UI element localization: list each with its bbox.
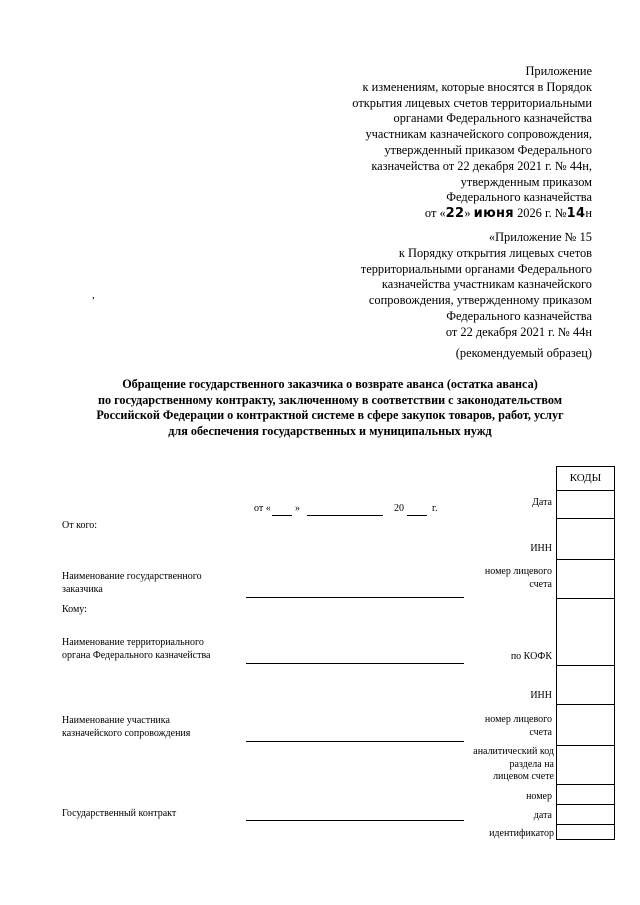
header-line: к изменениям, которые вносятся в Порядок: [362, 79, 592, 94]
header2-line: «Приложение № 15: [488, 230, 592, 244]
title-line: Российской Федерации о контрактной системе в сфере закупок товаров, работ, услуг: [96, 408, 564, 422]
date-year: 2026 г. №: [517, 206, 567, 221]
header2-line: к Порядку открытия лицевых счетов: [398, 245, 592, 260]
contract-number-label: номер: [526, 791, 552, 802]
identifier-label: идентификатор: [489, 828, 554, 839]
account-label-line: номер лицевого: [484, 566, 552, 577]
inn-label: ИНН: [530, 543, 552, 554]
header-line: утвержденный приказом Федерального: [384, 142, 592, 157]
treasury-label: [62, 637, 211, 662]
margin-mark: ,: [92, 289, 95, 301]
customer-label: [62, 571, 202, 596]
header-line: органами Федерального казначейства: [393, 111, 592, 126]
code-cell-number[interactable]: [557, 784, 614, 804]
analytic-label-line: аналитический код: [473, 746, 554, 757]
date-line-year-suffix: г.: [432, 503, 438, 514]
account-label-line: счета: [529, 578, 552, 590]
header2-line: Федерального казначейства: [446, 308, 592, 323]
code-cell-date[interactable]: [557, 490, 614, 518]
account-2-label-line: номер лицевого: [484, 714, 552, 725]
order-date-line: [292, 206, 592, 222]
from-label: От кого:: [62, 520, 98, 531]
header2-line: территориальными органами Федерального: [360, 261, 592, 276]
to-label: Кому:: [62, 604, 87, 615]
analytic-label-line: раздела на: [509, 758, 554, 770]
header2-line: казначейства участникам казначейского: [381, 277, 592, 292]
title-line: для обеспечения государственных и муниципальных нужд: [168, 423, 492, 438]
account-2-label-line: счета: [529, 726, 552, 738]
date-line-year-prefix: 20: [394, 503, 404, 514]
kofk-label: по КОФК: [510, 651, 552, 662]
treasury-label-line: органа Федерального казначейства: [62, 649, 211, 661]
treasury-input-line[interactable]: [246, 663, 464, 664]
customer-input-line[interactable]: [246, 597, 464, 598]
date-mid: »: [464, 206, 471, 221]
contract-date-label: дата: [533, 810, 552, 821]
header2-line: сопровождения, утвержденному приказом: [368, 293, 592, 308]
code-cell-identifier[interactable]: [557, 824, 614, 839]
document-title: [60, 377, 600, 439]
date-line-quote: »: [295, 503, 300, 514]
code-cell-account-2[interactable]: [557, 704, 614, 745]
code-cell-inn[interactable]: [557, 518, 614, 559]
date-suffix: н: [585, 206, 592, 221]
appendix-15-header: [292, 230, 592, 341]
customer-label-line: Наименование государственного: [62, 571, 202, 582]
contract-input-line[interactable]: [246, 820, 464, 821]
header-line: Приложение: [525, 64, 592, 78]
participant-label-line: казначейского сопровождения: [62, 727, 191, 739]
participant-input-line[interactable]: [246, 741, 464, 742]
analytic-label-line: лицевом счете: [493, 771, 554, 782]
code-cell-date-2[interactable]: [557, 804, 614, 824]
code-cell-analytic[interactable]: [557, 745, 614, 784]
header-line: открытия лицевых счетов территориальными: [352, 95, 592, 110]
header-line: участникам казначейского сопровождения,: [365, 127, 592, 142]
account-label: [485, 566, 552, 591]
day-input-line[interactable]: [272, 515, 292, 516]
codes-header: КОДЫ: [569, 472, 602, 484]
participant-label: [62, 715, 190, 740]
account-2-label: [485, 714, 552, 739]
handwritten-number: 14: [566, 206, 586, 222]
date-label: Дата: [532, 497, 552, 508]
month-input-line[interactable]: [307, 515, 383, 516]
code-cell-kofk[interactable]: [557, 598, 614, 665]
header-line: казначейства от 22 декабря 2021 г. № 44н,: [371, 158, 592, 173]
analytic-code-label: [473, 746, 554, 784]
sample-note: (рекомендуемый образец): [455, 346, 592, 360]
code-cell-account[interactable]: [557, 559, 614, 598]
inn-2-label: ИНН: [530, 690, 552, 701]
date-line-prefix: от «: [254, 503, 271, 514]
year-input-line[interactable]: [407, 515, 427, 516]
title-line: Обращение государственного заказчика о возврате аванса (остатка аванса): [122, 377, 538, 391]
header2-line: от 22 декабря 2021 г. № 44н: [445, 324, 592, 339]
appendix-header: [292, 64, 592, 222]
treasury-label-line: Наименование территориального: [62, 637, 204, 648]
handwritten-day: 22: [445, 206, 465, 222]
participant-label-line: Наименование участника: [62, 715, 170, 726]
date-prefix: от «: [424, 206, 446, 221]
handwritten-month: июня: [473, 206, 514, 222]
header-line: утвержденным приказом: [460, 174, 592, 189]
header-line: Федерального казначейства: [446, 190, 592, 205]
customer-label-line: заказчика: [62, 583, 103, 595]
codes-table: [556, 466, 615, 840]
contract-label: Государственный контракт: [62, 808, 177, 819]
title-line: по государственному контракту, заключенному в соответствии с законодательством: [97, 392, 563, 407]
code-cell-inn-2[interactable]: [557, 665, 614, 704]
